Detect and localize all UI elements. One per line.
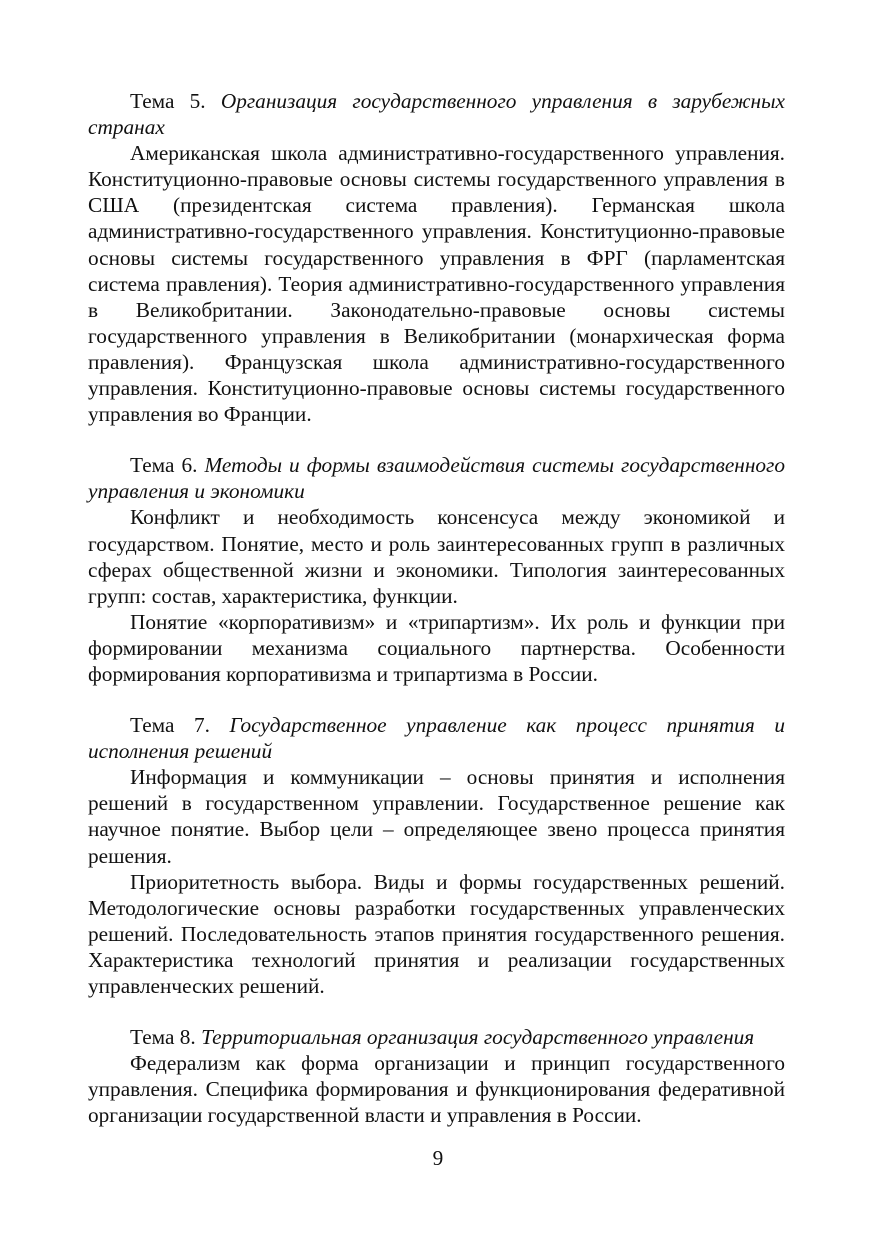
section-topic-5 bbox=[88, 88, 785, 427]
section-heading bbox=[88, 88, 785, 140]
document-page bbox=[88, 88, 785, 1128]
section-title: Организация государственного управления в зарубежных странах bbox=[88, 89, 785, 140]
paragraph: Информация и коммуникации – основы принятия и исполнения решений в государственном управлении. Государственное решение как научное понятие. Выбор цели – определяющее звено процесса принятия решения. bbox=[88, 765, 785, 868]
section-topic-7 bbox=[88, 712, 785, 999]
section-title: Методы и формы взаимодействия системы государственного управления и экономики bbox=[88, 453, 786, 504]
section-label: Тема 6. bbox=[130, 453, 198, 478]
section-heading bbox=[88, 452, 785, 504]
section-topic-6 bbox=[88, 452, 785, 687]
section-title: Государственное управление как процесс принятия и исполнения решений bbox=[88, 713, 785, 764]
section-topic-8 bbox=[88, 1024, 785, 1128]
section-heading bbox=[88, 712, 785, 764]
section-title: Территориальная организация государственного управления bbox=[201, 1025, 755, 1050]
paragraph: Американская школа административно-государственного управления. Конституционно-правовые основы системы государственного управления в США (президентская система правления). Германская школа административно-государственного управления. Конституционно-правовые основы системы государственного управления в ФРГ (парламентская система правления). Теория административно-государственного управления в Великобритании. Законодательно-правовые основы системы государственного управления в Великобритании (монархическая форма правления). Французская школа административно-государственного управления. Конституционно-правовые основы системы государственного управления во Франции. bbox=[88, 141, 785, 427]
section-label: Тема 8. bbox=[130, 1025, 196, 1050]
paragraph: Приоритетность выбора. Виды и формы государственных решений. Методологические основы разработки государственных управленческих решений. Последовательность этапов принятия государственного решения. Характеристика технологий принятия и реализации государственных управленческих решений. bbox=[88, 869, 785, 998]
section-label: Тема 7. bbox=[130, 713, 210, 738]
paragraph: Федерализм как форма организации и принцип государственного управления. Специфика формирования и функционирования федеративной организации государственной власти и управления в России. bbox=[88, 1051, 785, 1128]
page-number: 9 bbox=[432, 1146, 444, 1170]
paragraph: Конфликт и необходимость консенсуса между экономикой и государством. Понятие, место и роль заинтересованных групп в различных сферах общественной жизни и экономики. Типология заинтересованных групп: состав, характеристика, функции. bbox=[88, 505, 785, 608]
section-heading bbox=[88, 1024, 785, 1050]
paragraph: Понятие «корпоративизм» и «трипартизм». Их роль и функции при формировании механизма социального партнерства. Особенности формирования корпоративизма и трипартизма в России. bbox=[88, 609, 785, 686]
section-label: Тема 5. bbox=[130, 89, 206, 113]
